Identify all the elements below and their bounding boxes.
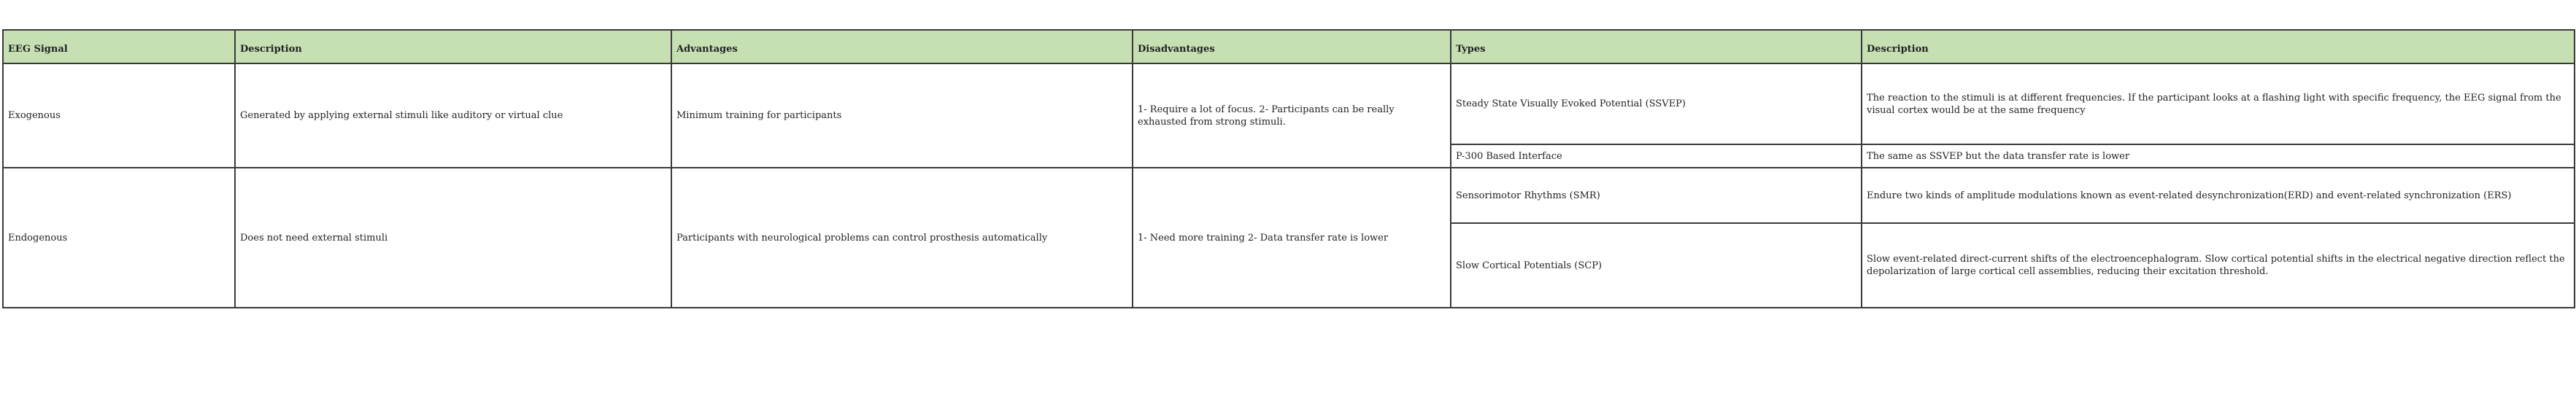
table-row — [3, 168, 2575, 223]
signal-cell: Endogenous — [3, 168, 235, 308]
header-advantages: Advantages — [671, 30, 1133, 63]
signal-description-cell: Does not need external stimuli — [235, 168, 671, 308]
signal-cell: Exogenous — [3, 63, 235, 168]
header-eeg-signal: EEG Signal — [3, 30, 235, 63]
disadvantages-cell: 1- Require a lot of focus. 2- Participants can be really exhausted from strong stimuli. — [1133, 63, 1451, 168]
type-name-cell: Sensorimotor Rhythms (SMR) — [1451, 168, 1862, 223]
header-description: Description — [235, 30, 671, 63]
type-description-cell: The same as SSVEP but the data transfer rate is lower — [1862, 144, 2575, 168]
advantages-cell: Participants with neurological problems can control prosthesis automatically — [671, 168, 1133, 308]
type-description-cell: The reaction to the stimuli is at different frequencies. If the participant looks at a flashing light with specific frequency, the EEG signal from the visual cortex would be at the same frequency — [1862, 63, 2575, 144]
table-row — [3, 63, 2575, 144]
type-name-cell: Slow Cortical Potentials (SCP) — [1451, 223, 1862, 308]
signal-description-cell: Generated by applying external stimuli like auditory or virtual clue — [235, 63, 671, 168]
header-disadvantages: Disadvantages — [1133, 30, 1451, 63]
advantages-cell: Minimum training for participants — [671, 63, 1133, 168]
header-row — [3, 30, 2575, 63]
type-description-cell: Endure two kinds of amplitude modulations known as event-related desynchronization(ERD) and event-related synchronization (ERS) — [1862, 168, 2575, 223]
disadvantages-cell: 1- Need more training 2- Data transfer rate is lower — [1133, 168, 1451, 308]
type-name-cell: P-300 Based Interface — [1451, 144, 1862, 168]
header-type-description: Description — [1862, 30, 2575, 63]
type-name-cell: Steady State Visually Evoked Potential (SSVEP) — [1451, 63, 1862, 144]
eeg-signal-table — [2, 29, 2575, 308]
type-description-cell: Slow event-related direct-current shifts of the electroencephalogram. Slow cortical potential shifts in the electrical negative direction reflect the depolarization of large cortical cell assemblies, reducing their excitation threshold. — [1862, 223, 2575, 308]
header-types: Types — [1451, 30, 1862, 63]
